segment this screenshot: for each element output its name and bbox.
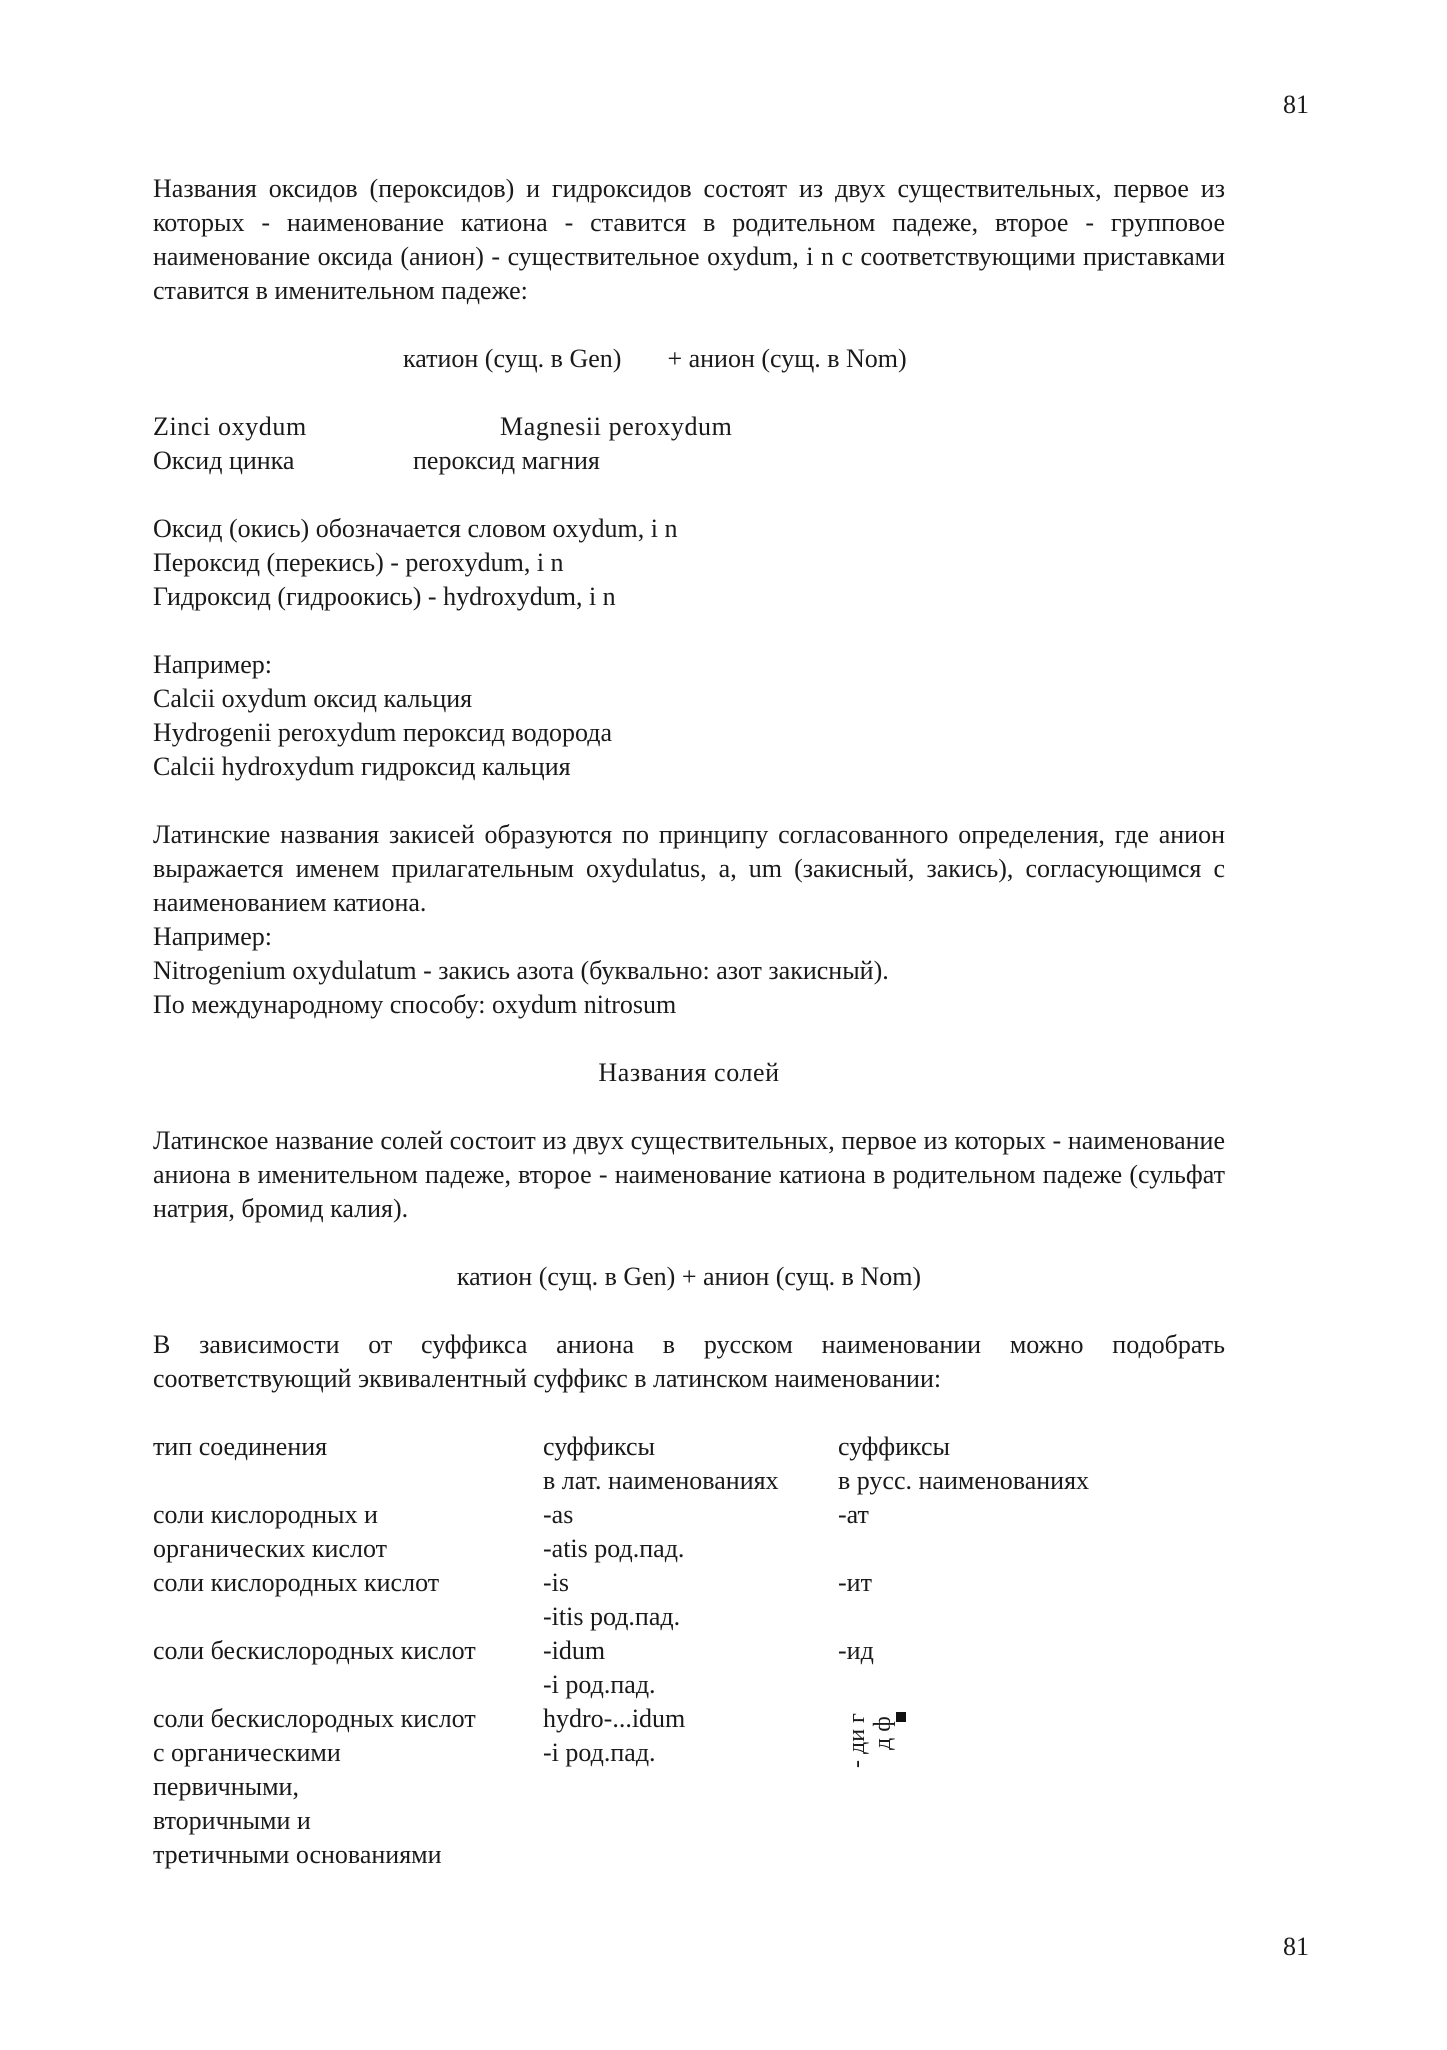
examples-pair [153,410,1225,478]
salts-paragraph: Латинское название солей состоит из двух существительных, первое из которых - наименование аниона в именительном падеже, второе - наименование катиона в родительном падеже (сульфат натрия, бромид калия). [153,1126,1225,1223]
table-row [153,1634,1158,1702]
example-rus-2: пероксид магния [413,446,600,475]
table-header: суффиксы [543,1432,655,1461]
salts-heading: Названия солей [598,1058,780,1087]
oxydul-paragraph: Латинские названия закисей образуются по принципу согласованного определения, где анион выражается именем прилагательным oxydulatus, a, um (закисный, закись), согласующимся с наименованием катиона. [153,820,1225,917]
oxydul-section [153,818,1225,1022]
page-number-bottom: 81 [1283,1932,1309,1961]
table-row [153,1702,1158,1872]
suffix-paragraph: В зависимости от суффикса аниона в русском наименовании можно подобрать соответствующий эквивалентный суффикс в латинском наименовании: [153,1330,1225,1393]
table-header: суффиксы [838,1432,950,1461]
definition-item: Оксид (окись) обозначается словом oxydum, i n [153,514,678,543]
page-number-top: 81 [1283,90,1309,119]
table-cell-lat: hydro-...idum -i род.пад. [543,1704,686,1767]
table-header: тип соединения [153,1432,328,1461]
rotated-suffix-line-1: - ди г [844,1713,870,1768]
table-subheader: в русс. наименованиях [838,1466,1090,1495]
table-cell-lat: -is -itis род.пад. [543,1568,681,1631]
table-cell-rus: -ид [838,1636,874,1665]
table-header-row [153,1430,1158,1464]
table-subheader: в лат. наименованиях [543,1466,779,1495]
table-row [153,1498,1158,1566]
rotated-suffix-line-2: д ф [870,1716,896,1750]
oxydul-international: По международному способу: oxydum nitrosum [153,990,677,1019]
example-item: Calcii hydroxydum гидроксид кальция [153,752,571,781]
suffix-table [153,1430,1158,1872]
formula-anion: + анион (сущ. в Nom) [667,344,907,373]
table-cell-rus [838,1702,1158,1872]
examples-list [153,648,1225,784]
square-mark [896,1712,906,1722]
table-cell-rus: -ит [838,1568,872,1597]
oxydul-example: Nitrogenium oxydulatum - закись азота (буквально: азот закисный). [153,956,889,985]
example-lat-1: Zinci oxydum [153,412,307,441]
definition-item: Пероксид (перекись) - peroxydum, i n [153,548,564,577]
example-item: Hydrogenii peroxydum пероксид водорода [153,718,613,747]
table-cell-type: соли бескислородных кислот [153,1636,476,1665]
rotated-suffix-glyphs [838,1702,898,1770]
example-lat-2: Magnesii peroxydum [500,412,733,441]
example-rus-1: Оксид цинка [153,446,295,475]
formula-cation: катион (сущ. в Gen) [403,344,622,373]
example-heading: Например: [153,650,273,679]
oxydul-example-heading: Например: [153,922,273,951]
formula-oxide [153,342,1225,376]
table-cell-type: соли кислородных кислот [153,1568,440,1597]
table-subheader-row [153,1464,1158,1498]
table-cell-lat: -idum -i род.пад. [543,1636,656,1699]
table-cell-rus: -ат [838,1500,869,1529]
table-cell-type: соли кислородных и органических кислот [153,1500,387,1563]
formula-salt: катион (сущ. в Gen) + анион (сущ. в Nom) [456,1262,922,1291]
table-subheader [153,1464,543,1498]
table-cell-lat: -as -atis род.пад. [543,1500,685,1563]
page-content [153,172,1225,1872]
definitions-list [153,512,1225,614]
table-row [153,1566,1158,1634]
example-item: Calcii oxydum оксид кальция [153,684,473,713]
definition-item: Гидроксид (гидроокись) - hydroxydum, i n [153,582,616,611]
intro-paragraph: Названия оксидов (пероксидов) и гидроксидов состоят из двух существительных, первое из которых - наименование катиона - ставится в родительном падеже, второе - групповое наименование оксида (анион) - существительное oxydum, i n с соответствующими приставками ставится в именительном падеже: [153,174,1225,305]
table-cell-type: соли бескислородных кислот с органическими первичными, вторичными и третичными основаниями [153,1704,476,1869]
